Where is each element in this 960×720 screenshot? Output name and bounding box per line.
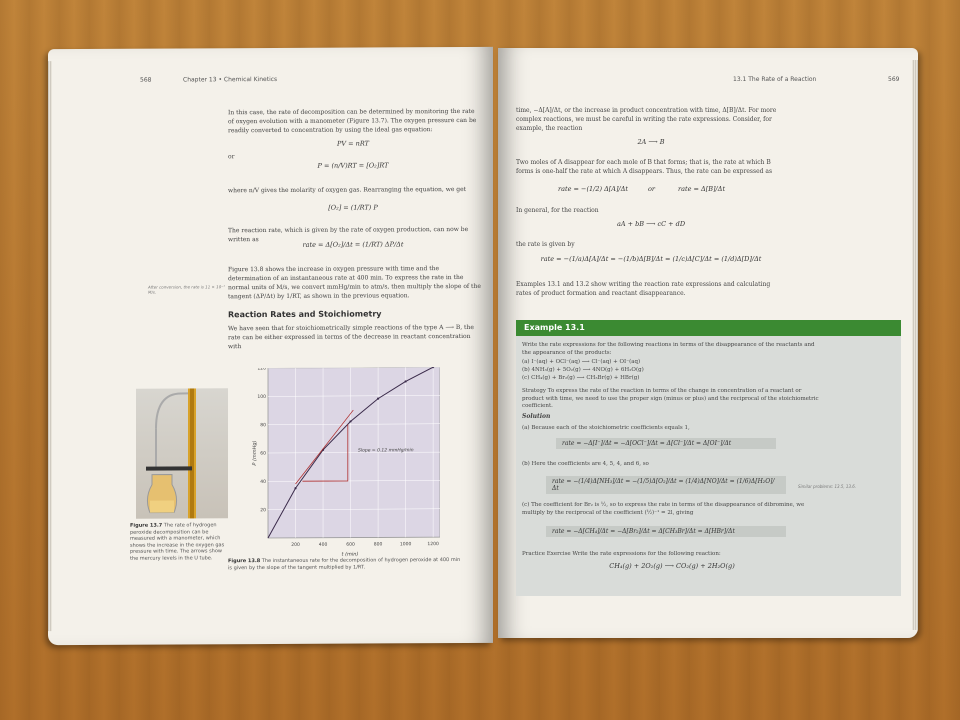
y-tick-label: 80 [260,423,266,429]
figure-13-8-label: Figure 13.8 [228,558,261,565]
y-tick-label: 120 [257,367,266,372]
slope-annotation: Slope = 0.12 mmHg/min [358,448,414,454]
example-item-c: (c) CH₄(g) + Br₂(g) ⟶ CH₃Br(g) + HBr(g) [522,375,640,381]
paragraph: Figure 13.8 shows the increase in oxygen pressure with time and the determination of an instantaneous rate at 400 min. To express the rate in the normal units of M/s, we convert mmHg/min to atm/s, then multiply the slope of the tangent (ΔP/Δt) by 1/RT, as shown in the previous equation. [228,265,481,301]
running-head-left: Chapter 13 • Chemical Kinetics [183,75,278,84]
equation: P = (n/V)RT = [O₂]RT [317,161,389,170]
figure-13-7-label: Figure 13.7 [130,522,163,529]
y-axis-label: P (mmHg) [252,440,258,466]
page-number-right: 569 [888,76,900,83]
y-tick-label: 60 [260,451,266,457]
page-edges-left [48,61,52,631]
running-head-right: 13.1 The Rate of a Reaction [733,76,817,83]
x-tick-label: 400 [318,542,328,548]
equation: PV = nRT [337,139,369,148]
practice-exercise: Practice Exercise Write the rate expressions for the following reaction: [522,551,721,557]
page-edges-right [912,60,918,630]
example-header: Example 13.1 [516,320,901,336]
paragraph: In this case, the rate of decomposition can be determined by monitoring the rate of oxygen evolution with a manometer (Figure 13.7). The oxygen pressure can be readily converted to concentration by using the ideal gas equation: [228,107,477,135]
right-page [498,48,918,638]
paragraph: Examples 13.1 and 13.2 show writing the reaction rate expressions and calculating rates of product formation and reactant disappearance. [516,281,771,297]
example-box [516,336,901,596]
equation: rate = −(1/a)Δ[A]/Δt = −(1/b)Δ[B]/Δt = (1/c)Δ[C]/Δt = (1/d)Δ[D]/Δt [540,255,762,263]
equation: rate = Δ[O₂]/Δt = (1/RT) ΔP/Δt [302,240,404,249]
solution-b: (b) Here the coefficients are 4, 5, 4, and 6, so [522,461,649,467]
x-tick-label: 1000 [399,542,412,548]
y-tick-label: 40 [260,479,266,485]
margin-note: After conversion, the rate is 11 × 10⁻⁷ M/s. [148,284,225,295]
equation: aA + bB ⟶ cC + dD [616,220,686,228]
margin-note-right: Similar problems: 13.5, 13.6. [798,484,857,489]
left-page [48,47,493,645]
or-text: or [648,185,656,193]
figure-13-8-text: The instantaneous rate for the decomposition of hydrogen peroxide at 400 min is given by the slope of the tangent multiplied by 1/RT. [228,557,461,571]
data-point [405,380,407,382]
y-tick-label: 20 [260,508,266,514]
example-item-b: (b) 4NH₃(g) + 5O₂(g) ⟶ 4NO(g) + 6H₂O(g) [522,367,644,373]
manometer-photo [136,388,228,518]
pressure-time-plot [250,367,440,558]
x-tick-label: 800 [373,542,383,548]
section-title: Reaction Rates and Stoichiometry [228,309,382,320]
y-tick-label: 100 [257,394,266,400]
figure-13-8-caption [228,557,463,571]
paragraph: where n/V gives the molarity of oxygen gas. Rearranging the equation, we get [228,185,467,195]
paragraph: the rate is given by [516,241,575,248]
equation: 2A ⟶ B [637,138,665,146]
figure-13-7-caption [130,522,230,562]
solution-c: (c) The coefficient for Br₂ is ½, so to express the rate in terms of the disappearance of dibromine, we multiply by the reciprocal of the coefficient (½)⁻¹ = 2l, giving [522,502,805,516]
page-number-left: 568 [140,76,152,84]
equation: [O₂] = (1/RT) P [328,203,378,212]
paragraph: Two moles of A disappear for each mole of B that forms; that is, the rate at which B forms is one-half the rate at which A disappears. Thus, the rate can be expressed as [516,159,773,175]
x-tick-label: 1200 [427,542,439,548]
figure-13-8-chart [250,367,440,558]
equation: rate = −(1/2) Δ[A]/Δt [558,185,629,193]
x-tick-label: 200 [291,542,300,548]
or-text: or [228,153,235,161]
data-point [294,487,296,489]
x-axis-label: t (min) [341,551,359,558]
practice-equation: CH₄(g) + 2O₂(g) ⟶ CO₂(g) + 2H₂O(g) [609,562,735,570]
paragraph: time, −Δ[A]/Δt, or the increase in product concentration with time, Δ[B]/Δt. For more complex reactions, we must be careful in writing the rate expressions. Consider, for example, the reaction [516,107,777,132]
open-textbook [48,48,928,648]
example-item-a: (a) I⁻(aq) + OCl⁻(aq) ⟶ Cl⁻(aq) + OI⁻(aq) [522,359,641,365]
strategy-text: Strategy To express the rate of the reaction in terms of the change in concentration of a reactant or product with time, we need to use the proper sign (minus or plus) and the reciprocal of the stoichiometric coefficient. [522,388,819,409]
solution-b-equation: rate = −(1/4)Δ[NH₃]/Δt = −(1/5)Δ[O₂]/Δt = (1/4)Δ[NO]/Δt = (1/6)Δ[H₂O]/Δt [546,476,786,494]
data-point [377,397,379,399]
example-prompt: Write the rate expressions for the following reactions in terms of the disappearance of the reactants and the appearance of the products: [522,342,815,356]
solution-a: (a) Because each of the stoichiometric coefficients equals 1, [522,425,690,431]
solution-c-equation: rate = −Δ[CH₄]/Δt = −Δ[Br₂]/Δt = Δ[CH₃Br]/Δt = Δ[HBr]/Δt [546,526,786,537]
paragraph: In general, for the reaction [516,207,599,214]
solution-label: Solution [522,413,551,420]
solution-a-equation: rate = −Δ[I⁻]/Δt = −Δ[OCl⁻]/Δt = Δ[Cl⁻]/Δt = Δ[OI⁻]/Δt [556,438,776,449]
data-point [349,420,351,422]
paragraph: We have seen that for stoichiometrically simple reactions of the type A ⟶ B, the rate can be either expressed in terms of the decrease in reactant concentration with [228,323,474,351]
figure-13-7-text: The rate of hydrogen peroxide decomposition can be measured with a manometer, which shows the increase in the oxygen gas pressure with time. The arrows show the mercury levels in the U tube. [130,522,225,562]
x-tick-label: 600 [346,542,355,548]
equation: rate = Δ[B]/Δt [678,185,726,193]
paragraph: The reaction rate, which is given by the rate of oxygen production, can now be written as [228,225,469,244]
